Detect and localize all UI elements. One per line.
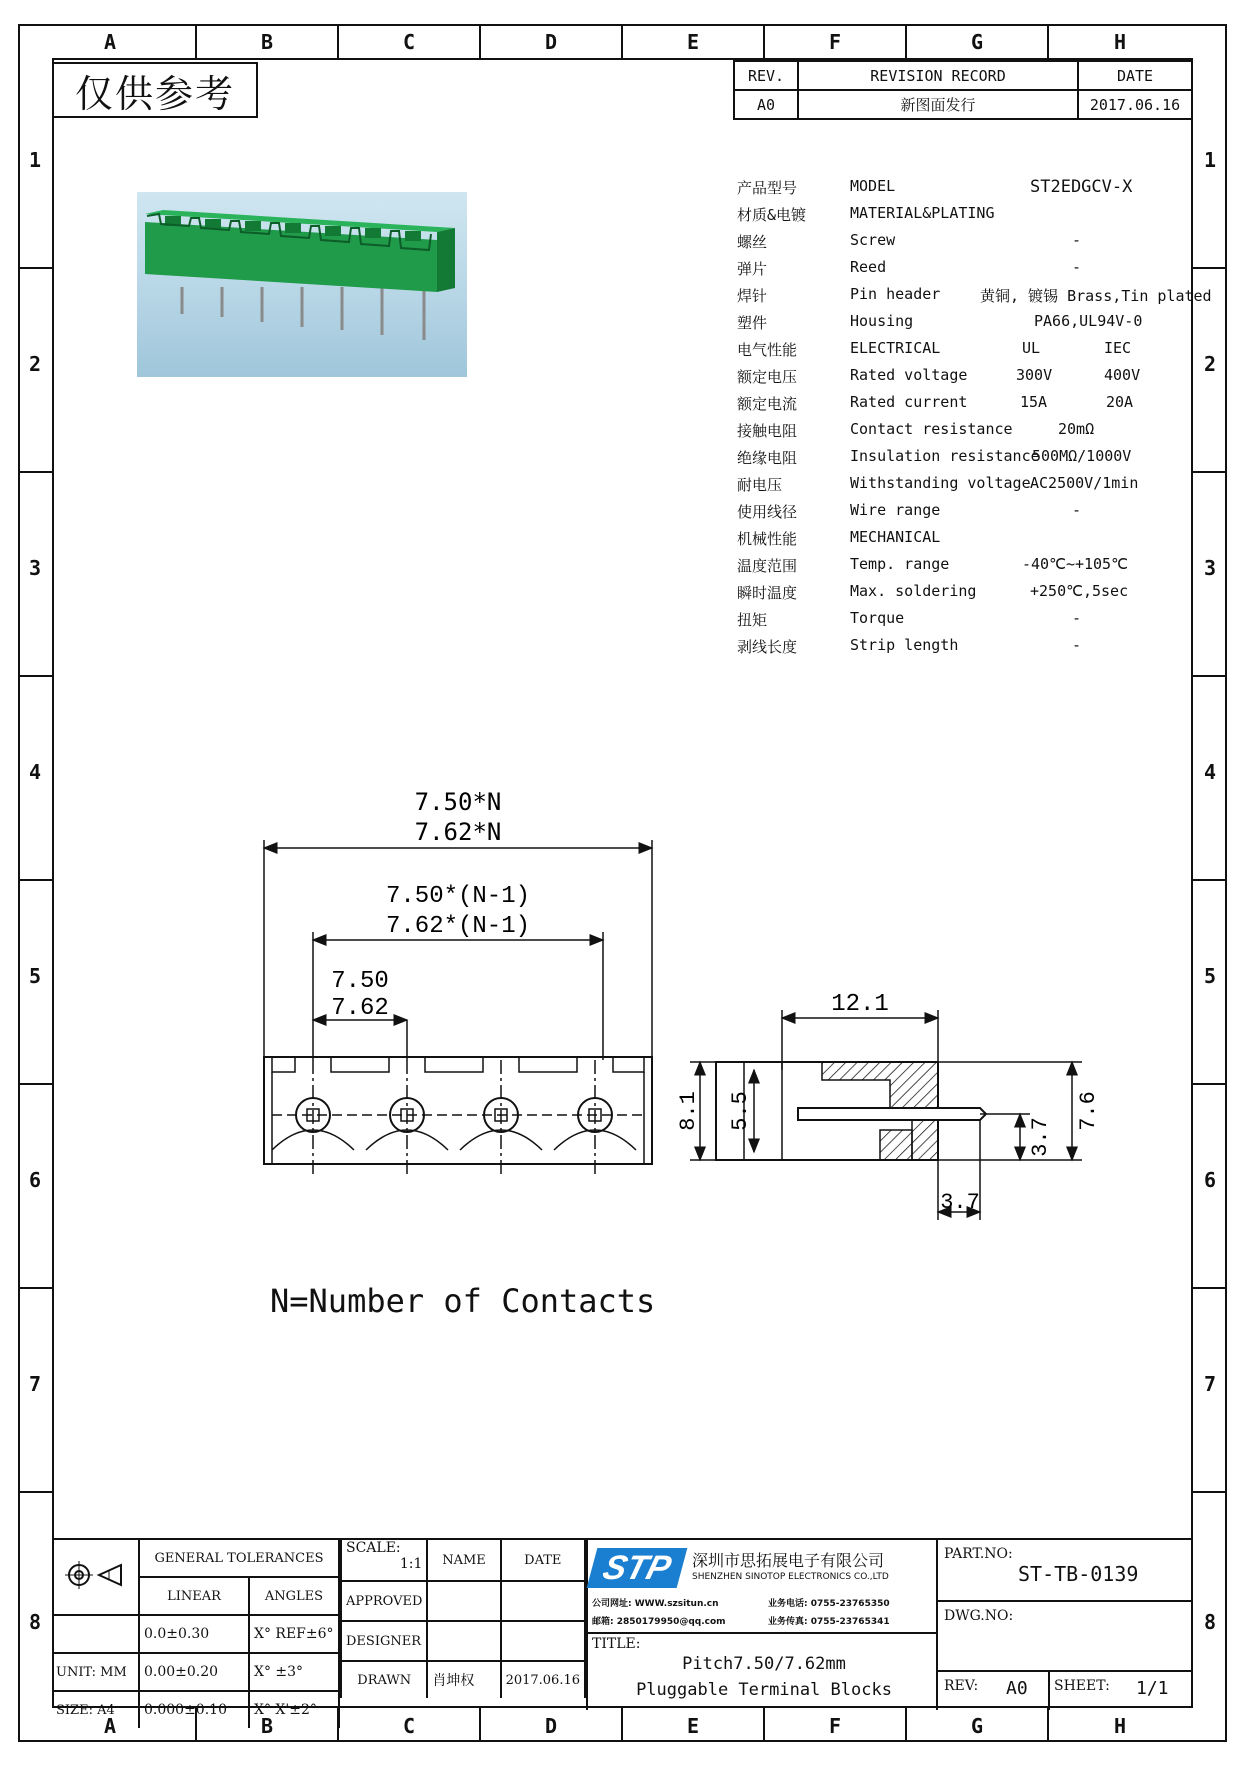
tol-angle: X° REF±6° <box>249 1615 339 1653</box>
rev-entry-record: 新图面发行 <box>798 90 1078 119</box>
spec-en: Screw <box>850 231 896 249</box>
spec-value: - <box>1072 501 1082 519</box>
side-view-drawing <box>676 980 1101 1240</box>
spec-en: Max. soldering <box>850 582 977 600</box>
col-footer-b: B <box>260 1714 274 1738</box>
spec-cn: 耐电压 <box>737 476 783 494</box>
dim-span-a: 7.50*(N-1) <box>385 883 531 910</box>
tol-angle: X° X'±2° <box>249 1691 339 1728</box>
spec-value: 20mΩ <box>1058 420 1095 438</box>
spec-value: 300V <box>1016 366 1053 384</box>
col-footer-c: C <box>402 1714 416 1738</box>
rev-header-date: DATE <box>1078 61 1192 90</box>
dim-depth: 12.1 <box>831 991 889 1018</box>
approved-name <box>427 1581 500 1621</box>
row-header-6: 6 <box>28 1168 42 1192</box>
drawn-label: DRAWN <box>341 1661 427 1698</box>
spec-value-2: 400V <box>1104 366 1141 384</box>
spec-value: -40℃~+105℃ <box>1022 555 1128 573</box>
row-header-5-right: 5 <box>1203 964 1217 988</box>
size-label: SIZE: A4 <box>52 1691 139 1728</box>
spec-cn: 机械性能 <box>737 530 798 548</box>
spec-cn: 额定电压 <box>737 368 798 386</box>
drawn-name: 肖坤权 <box>427 1661 500 1698</box>
spec-en: Temp. range <box>850 555 950 573</box>
designer-label: DESIGNER <box>341 1621 427 1661</box>
approved-label: APPROVED <box>341 1581 427 1621</box>
spec-value: 15A <box>1020 393 1048 411</box>
col-footer-d: D <box>544 1714 558 1738</box>
rev-entry-rev: A0 <box>734 90 798 119</box>
spec-cn: 塑件 <box>737 314 768 332</box>
row-header-8: 8 <box>28 1610 42 1634</box>
contacts-note: N=Number of Contacts <box>270 1282 656 1320</box>
spec-value-2: 20A <box>1106 393 1134 411</box>
spec-value: 500MΩ/1000V <box>1032 447 1132 465</box>
col-header-f: F <box>828 30 842 54</box>
reference-only-stamp: 仅供参考 <box>52 62 258 118</box>
rev-sheet-divider <box>1048 1670 1050 1710</box>
title-line-1: Pitch7.50/7.62mm <box>682 1654 846 1674</box>
spec-en: Rated voltage <box>850 366 968 384</box>
col-header-h: H <box>1113 30 1127 54</box>
row-header-1-right: 1 <box>1203 148 1217 172</box>
projection-icon <box>65 1560 125 1590</box>
tol-angle: X° ±3° <box>249 1653 339 1691</box>
col-footer-h: H <box>1113 1714 1127 1738</box>
spec-en: ELECTRICAL <box>850 339 941 357</box>
row-header-1: 1 <box>28 148 42 172</box>
company-name-cn: 深圳市思拓展电子有限公司 <box>692 1551 885 1570</box>
revision-table <box>733 60 1193 120</box>
tolerance-table <box>52 1540 340 1728</box>
angles-label: ANGLES <box>249 1577 339 1615</box>
front-view-drawing <box>250 780 670 1200</box>
date-label: DATE <box>501 1540 585 1581</box>
spec-cn: 电气性能 <box>737 341 798 359</box>
approved-date <box>501 1581 585 1621</box>
spec-cn: 螺丝 <box>737 233 768 251</box>
spec-value: PA66,UL94V-0 <box>1034 312 1143 330</box>
sheet-value: 1/1 <box>1136 1678 1169 1699</box>
spec-en: Withstanding voltage <box>850 474 1031 492</box>
company-logo: STP <box>587 1548 688 1588</box>
linear-label: LINEAR <box>139 1577 249 1615</box>
tol-linear: 0.00±0.20 <box>139 1653 249 1691</box>
row-header-7-right: 7 <box>1203 1372 1217 1396</box>
part-divider <box>938 1600 1193 1602</box>
dim-total-a: 7.50*N <box>414 788 502 816</box>
spec-cn: 材质&电镀 <box>737 206 807 224</box>
part-no-label: PART.NO: <box>944 1546 1013 1562</box>
rev-value: A0 <box>1006 1678 1028 1699</box>
approval-table <box>340 1540 586 1698</box>
part-number-block <box>938 1540 1193 1710</box>
spec-cn: 使用线径 <box>737 503 798 521</box>
company-phone: 业务电话: 0755-23765350 <box>768 1599 890 1609</box>
dim-inner: 5.5 <box>728 1091 753 1131</box>
title-line-2: Pluggable Terminal Blocks <box>636 1680 892 1700</box>
title-label: TITLE: <box>592 1636 641 1652</box>
spec-value: ST2EDGCV-X <box>1030 177 1133 197</box>
title-block <box>52 1538 1193 1718</box>
sheet-label: SHEET: <box>1054 1678 1110 1694</box>
spec-cn: 接触电阻 <box>737 422 798 440</box>
spec-value: - <box>1072 231 1082 249</box>
row-header-7: 7 <box>28 1372 42 1396</box>
spec-cn: 瞬时温度 <box>737 584 798 602</box>
row-header-8-right: 8 <box>1203 1610 1217 1634</box>
dwg-no-label: DWG.NO: <box>944 1608 1014 1624</box>
rev-header-rev: REV. <box>734 61 798 90</box>
col-header-c: C <box>402 30 416 54</box>
spec-en: Rated current <box>850 393 968 411</box>
general-tolerances-label: GENERAL TOLERANCES <box>139 1540 339 1577</box>
col-footer-g: G <box>970 1714 984 1738</box>
col-header-d: D <box>544 30 558 54</box>
row-header-4: 4 <box>28 760 42 784</box>
spec-cn: 绝缘电阻 <box>737 449 798 467</box>
spec-cn: 剥线长度 <box>737 638 798 656</box>
rev-label: REV: <box>944 1678 979 1694</box>
spec-en: Contact resistance <box>850 420 1013 438</box>
product-photo <box>137 192 467 377</box>
scale-value: 1:1 <box>399 1556 423 1572</box>
spec-en: MODEL <box>850 177 896 195</box>
col-footer-e: E <box>686 1714 700 1738</box>
spec-en: Wire range <box>850 501 941 519</box>
spec-cn: 额定电流 <box>737 395 798 413</box>
row-header-5: 5 <box>28 964 42 988</box>
dim-pin-height: 3.7 <box>1028 1117 1053 1157</box>
col-header-b: B <box>260 30 274 54</box>
part-no-value: ST-TB-0139 <box>1018 1562 1139 1586</box>
row-header-2: 2 <box>28 352 42 376</box>
projection-symbol <box>52 1540 139 1615</box>
spec-value: AC2500V/1min <box>1030 474 1139 492</box>
dim-pitch-a: 7.50 <box>331 968 389 995</box>
spec-cn: 焊针 <box>737 287 768 305</box>
company-divider <box>588 1632 936 1634</box>
tol-linear: 0.000±0.10 <box>139 1691 249 1728</box>
spec-en: Pin header <box>850 285 941 303</box>
spec-cn: 扭矩 <box>737 611 768 629</box>
spec-value: - <box>1072 636 1082 654</box>
designer-date <box>501 1621 585 1661</box>
spec-value: - <box>1072 258 1082 276</box>
designer-name <box>427 1621 500 1661</box>
spec-value: 黄铜, 镀锡 Brass,Tin plated <box>980 287 1212 305</box>
company-block <box>586 1540 938 1710</box>
company-email: 邮箱: 2850179950@qq.com <box>592 1617 726 1627</box>
rev-header-record: REVISION RECORD <box>798 61 1078 90</box>
spec-en: Strip length <box>850 636 959 654</box>
tol-row-label <box>52 1615 139 1653</box>
spec-en: MECHANICAL <box>850 528 941 546</box>
spec-en: MATERIAL&PLATING <box>850 204 995 222</box>
col-footer-a: A <box>103 1714 117 1738</box>
name-label: NAME <box>427 1540 500 1581</box>
dim-pin-length: 3.7 <box>940 1190 980 1215</box>
spec-en: Torque <box>850 609 905 627</box>
row-header-2-right: 2 <box>1203 352 1217 376</box>
dim-span-b: 7.62*(N-1) <box>385 913 531 940</box>
col-footer-f: F <box>828 1714 842 1738</box>
scale-label: SCALE: <box>346 1540 401 1556</box>
company-fax: 业务传真: 0755-23765341 <box>768 1617 890 1627</box>
col-header-e: E <box>686 30 700 54</box>
company-name-en: SHENZHEN SINOTOP ELECTRONICS CO.,LTD <box>692 1572 889 1582</box>
dim-total-b: 7.62*N <box>414 818 502 846</box>
col-header-a: A <box>103 30 117 54</box>
company-website: 公司网址: WWW.szsitun.cn <box>592 1599 719 1609</box>
row-header-4-right: 4 <box>1203 760 1217 784</box>
scale-cell <box>341 1540 427 1581</box>
row-header-3: 3 <box>28 556 42 580</box>
spec-cn: 产品型号 <box>737 179 798 197</box>
spec-en: Reed <box>850 258 887 276</box>
unit-label: UNIT: MM <box>52 1653 139 1691</box>
spec-value: - <box>1072 609 1082 627</box>
rev-divider <box>938 1670 1193 1672</box>
dim-pitch-b: 7.62 <box>331 995 389 1022</box>
col-header-g: G <box>970 30 984 54</box>
spec-value-2: IEC <box>1104 339 1132 357</box>
spec-value: +250℃,5sec <box>1030 582 1129 600</box>
spec-en: Insulation resistance <box>850 447 1040 465</box>
tol-linear: 0.0±0.30 <box>139 1615 249 1653</box>
row-header-3-right: 3 <box>1203 556 1217 580</box>
row-header-6-right: 6 <box>1203 1168 1217 1192</box>
spec-cn: 温度范围 <box>737 557 798 575</box>
dim-height: 8.1 <box>676 1091 701 1131</box>
drawn-date: 2017.06.16 <box>501 1661 585 1698</box>
spec-cn: 弹片 <box>737 260 768 278</box>
spec-en: Housing <box>850 312 914 330</box>
dim-right: 7.6 <box>1076 1091 1101 1131</box>
spec-value: UL <box>1022 339 1041 357</box>
rev-entry-date: 2017.06.16 <box>1078 90 1192 119</box>
